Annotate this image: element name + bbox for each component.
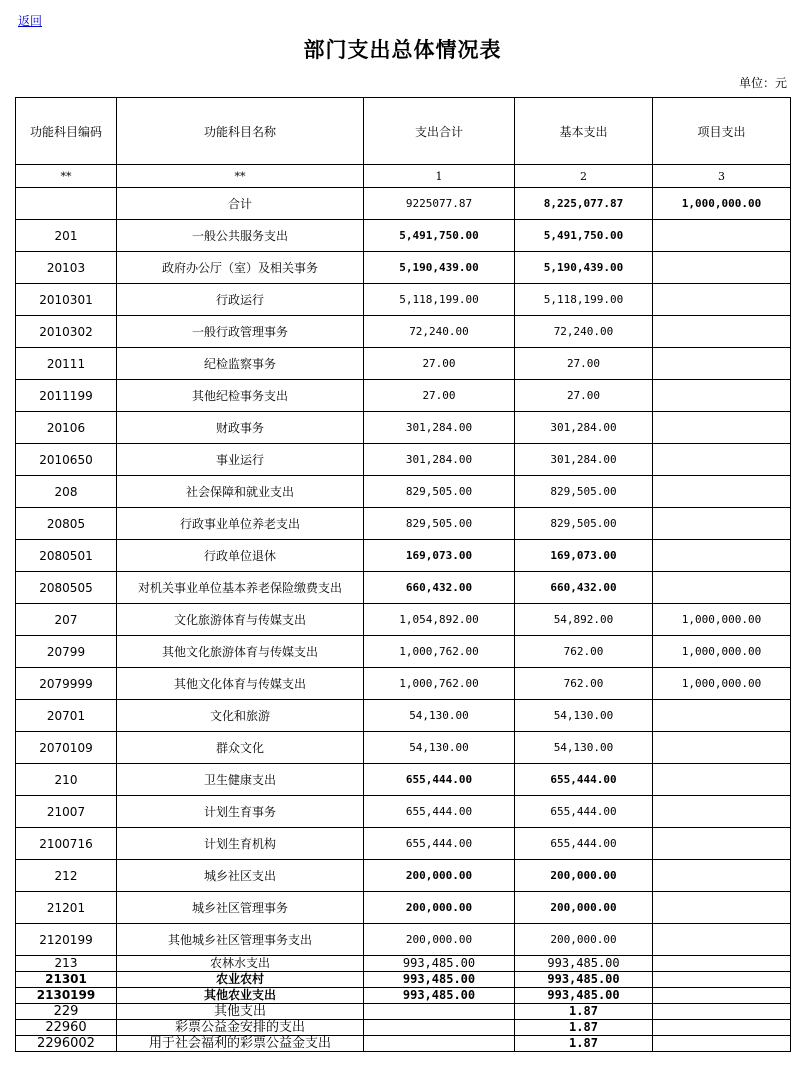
project-cell (653, 860, 791, 892)
name-cell: 社会保障和就业支出 (117, 476, 364, 508)
basic-cell: 762.00 (515, 636, 653, 668)
code-cell: 21301 (16, 972, 117, 988)
code-cell: 208 (16, 476, 117, 508)
code-cell: 207 (16, 604, 117, 636)
project-cell (653, 700, 791, 732)
table-row (16, 972, 791, 988)
index-cell: 3 (653, 165, 791, 188)
table-row (16, 892, 791, 924)
table-row (16, 476, 791, 508)
project-cell (653, 956, 791, 972)
project-cell (653, 476, 791, 508)
basic-cell: 301,284.00 (515, 412, 653, 444)
project-cell (653, 924, 791, 956)
project-cell: 1,000,000.00 (653, 668, 791, 700)
table-row (16, 284, 791, 316)
header-row (16, 98, 791, 165)
basic-cell: 1.87 (515, 1020, 653, 1036)
name-cell: 其他纪检事务支出 (117, 380, 364, 412)
basic-cell: 660,432.00 (515, 572, 653, 604)
total-cell: 200,000.00 (364, 860, 515, 892)
code-cell: 20111 (16, 348, 117, 380)
table-row (16, 700, 791, 732)
total-cell: 169,073.00 (364, 540, 515, 572)
basic-cell: 5,190,439.00 (515, 252, 653, 284)
basic-cell: 762.00 (515, 668, 653, 700)
project-cell (653, 1004, 791, 1020)
code-cell: 2010650 (16, 444, 117, 476)
total-cell: 301,284.00 (364, 412, 515, 444)
total-cell: 72,240.00 (364, 316, 515, 348)
basic-cell: 829,505.00 (515, 476, 653, 508)
code-cell: 21007 (16, 796, 117, 828)
total-cell: 655,444.00 (364, 764, 515, 796)
total-cell: 54,130.00 (364, 700, 515, 732)
code-cell: 210 (16, 764, 117, 796)
code-cell: 2010302 (16, 316, 117, 348)
index-cell: ** (117, 165, 364, 188)
table-row (16, 380, 791, 412)
project-cell: 1,000,000.00 (653, 188, 791, 220)
total-cell (364, 1004, 515, 1020)
index-cell: 2 (515, 165, 653, 188)
index-cell: ** (16, 165, 117, 188)
name-cell: 其他城乡社区管理事务支出 (117, 924, 364, 956)
column-header-project: 项目支出 (653, 98, 791, 165)
project-cell (653, 252, 791, 284)
name-cell: 行政事业单位养老支出 (117, 508, 364, 540)
total-cell: 993,485.00 (364, 988, 515, 1004)
project-cell (653, 732, 791, 764)
table-row (16, 1020, 791, 1036)
total-cell (364, 1036, 515, 1052)
code-cell: 2130199 (16, 988, 117, 1004)
table-row (16, 1036, 791, 1052)
total-cell: 655,444.00 (364, 796, 515, 828)
basic-cell: 8,225,077.87 (515, 188, 653, 220)
basic-cell: 54,130.00 (515, 732, 653, 764)
project-cell (653, 892, 791, 924)
code-cell (16, 188, 117, 220)
table-row (16, 988, 791, 1004)
name-cell: 纪检监察事务 (117, 348, 364, 380)
project-cell (653, 316, 791, 348)
code-cell: 2120199 (16, 924, 117, 956)
total-cell: 993,485.00 (364, 972, 515, 988)
table-row (16, 668, 791, 700)
total-cell: 200,000.00 (364, 924, 515, 956)
name-cell: 城乡社区支出 (117, 860, 364, 892)
code-cell: 2080505 (16, 572, 117, 604)
table-row (16, 636, 791, 668)
table-row (16, 220, 791, 252)
code-cell: 22960 (16, 1020, 117, 1036)
column-header-total: 支出合计 (364, 98, 515, 165)
name-cell: 财政事务 (117, 412, 364, 444)
total-cell: 1,054,892.00 (364, 604, 515, 636)
total-cell: 301,284.00 (364, 444, 515, 476)
basic-cell: 829,505.00 (515, 508, 653, 540)
total-cell: 5,118,199.00 (364, 284, 515, 316)
code-cell: 2080501 (16, 540, 117, 572)
code-cell: 20799 (16, 636, 117, 668)
name-cell: 对机关事业单位基本养老保险缴费支出 (117, 572, 364, 604)
basic-cell: 993,485.00 (515, 972, 653, 988)
name-cell: 行政单位退休 (117, 540, 364, 572)
basic-cell: 1.87 (515, 1004, 653, 1020)
column-header-name: 功能科目名称 (117, 98, 364, 165)
total-cell: 27.00 (364, 380, 515, 412)
name-cell: 卫生健康支出 (117, 764, 364, 796)
basic-cell: 54,130.00 (515, 700, 653, 732)
code-cell: 2070109 (16, 732, 117, 764)
basic-cell: 1.87 (515, 1036, 653, 1052)
name-cell: 文化旅游体育与传媒支出 (117, 604, 364, 636)
code-cell: 2079999 (16, 668, 117, 700)
name-cell: 文化和旅游 (117, 700, 364, 732)
name-cell: 合计 (117, 188, 364, 220)
name-cell: 其他农业支出 (117, 988, 364, 1004)
basic-cell: 655,444.00 (515, 828, 653, 860)
project-cell (653, 444, 791, 476)
project-cell (653, 988, 791, 1004)
back-link[interactable]: 返回 (18, 14, 43, 28)
code-cell: 20805 (16, 508, 117, 540)
table-row (16, 732, 791, 764)
project-cell: 1,000,000.00 (653, 604, 791, 636)
code-cell: 20103 (16, 252, 117, 284)
table-row (16, 1004, 791, 1020)
total-cell: 27.00 (364, 348, 515, 380)
project-cell (653, 284, 791, 316)
project-cell (653, 508, 791, 540)
table-row (16, 412, 791, 444)
table-row (16, 924, 791, 956)
code-cell: 2011199 (16, 380, 117, 412)
total-cell: 993,485.00 (364, 956, 515, 972)
index-cell: 1 (364, 165, 515, 188)
basic-cell: 655,444.00 (515, 764, 653, 796)
total-cell: 5,491,750.00 (364, 220, 515, 252)
code-cell: 201 (16, 220, 117, 252)
basic-cell: 655,444.00 (515, 796, 653, 828)
project-cell: 1,000,000.00 (653, 636, 791, 668)
project-cell (653, 540, 791, 572)
code-cell: 20701 (16, 700, 117, 732)
name-cell: 事业运行 (117, 444, 364, 476)
basic-cell: 169,073.00 (515, 540, 653, 572)
name-cell: 用于社会福利的彩票公益金支出 (117, 1036, 364, 1052)
code-cell: 2100716 (16, 828, 117, 860)
project-cell (653, 796, 791, 828)
column-header-basic: 基本支出 (515, 98, 653, 165)
project-cell (653, 412, 791, 444)
project-cell (653, 764, 791, 796)
code-cell: 20106 (16, 412, 117, 444)
table-row (16, 956, 791, 972)
name-cell: 行政运行 (117, 284, 364, 316)
name-cell: 其他文化体育与传媒支出 (117, 668, 364, 700)
total-row (16, 188, 791, 220)
total-cell: 829,505.00 (364, 508, 515, 540)
name-cell: 计划生育事务 (117, 796, 364, 828)
name-cell: 一般行政管理事务 (117, 316, 364, 348)
basic-cell: 993,485.00 (515, 956, 653, 972)
name-cell: 一般公共服务支出 (117, 220, 364, 252)
name-cell: 农林水支出 (117, 956, 364, 972)
basic-cell: 27.00 (515, 380, 653, 412)
code-cell: 212 (16, 860, 117, 892)
project-cell (653, 348, 791, 380)
total-cell: 200,000.00 (364, 892, 515, 924)
basic-cell: 54,892.00 (515, 604, 653, 636)
table-row (16, 316, 791, 348)
table-row (16, 252, 791, 284)
page-title: 部门支出总体情况表 (303, 37, 502, 62)
code-cell: 229 (16, 1004, 117, 1020)
project-cell (653, 1020, 791, 1036)
table-row (16, 508, 791, 540)
basic-cell: 5,118,199.00 (515, 284, 653, 316)
code-cell: 21201 (16, 892, 117, 924)
total-cell: 54,130.00 (364, 732, 515, 764)
name-cell: 其他文化旅游体育与传媒支出 (117, 636, 364, 668)
basic-cell: 301,284.00 (515, 444, 653, 476)
table-row (16, 572, 791, 604)
name-cell: 政府办公厅（室）及相关事务 (117, 252, 364, 284)
table-row (16, 796, 791, 828)
project-cell (653, 380, 791, 412)
total-cell: 655,444.00 (364, 828, 515, 860)
table-row (16, 348, 791, 380)
basic-cell: 993,485.00 (515, 988, 653, 1004)
table-row (16, 764, 791, 796)
project-cell (653, 1036, 791, 1052)
table-row (16, 604, 791, 636)
table-row (16, 540, 791, 572)
project-cell (653, 828, 791, 860)
total-cell: 660,432.00 (364, 572, 515, 604)
basic-cell: 5,491,750.00 (515, 220, 653, 252)
basic-cell: 27.00 (515, 348, 653, 380)
table-row (16, 444, 791, 476)
name-cell: 群众文化 (117, 732, 364, 764)
basic-cell: 200,000.00 (515, 860, 653, 892)
name-cell: 城乡社区管理事务 (117, 892, 364, 924)
project-cell (653, 972, 791, 988)
project-cell (653, 572, 791, 604)
total-cell (364, 1020, 515, 1036)
total-cell: 9225077.87 (364, 188, 515, 220)
total-cell: 829,505.00 (364, 476, 515, 508)
code-cell: 213 (16, 956, 117, 972)
code-cell: 2010301 (16, 284, 117, 316)
project-cell (653, 220, 791, 252)
column-header-code: 功能科目编码 (16, 98, 117, 165)
table-row (16, 860, 791, 892)
expenditure-table (15, 97, 791, 1052)
total-cell: 5,190,439.00 (364, 252, 515, 284)
basic-cell: 200,000.00 (515, 924, 653, 956)
basic-cell: 200,000.00 (515, 892, 653, 924)
total-cell: 1,000,762.00 (364, 636, 515, 668)
table-row (16, 828, 791, 860)
unit-label: 单位：元 (738, 76, 787, 90)
code-cell: 2296002 (16, 1036, 117, 1052)
name-cell: 其他支出 (117, 1004, 364, 1020)
index-row (16, 165, 791, 188)
name-cell: 计划生育机构 (117, 828, 364, 860)
total-cell: 1,000,762.00 (364, 668, 515, 700)
name-cell: 农业农村 (117, 972, 364, 988)
name-cell: 彩票公益金安排的支出 (117, 1020, 364, 1036)
basic-cell: 72,240.00 (515, 316, 653, 348)
